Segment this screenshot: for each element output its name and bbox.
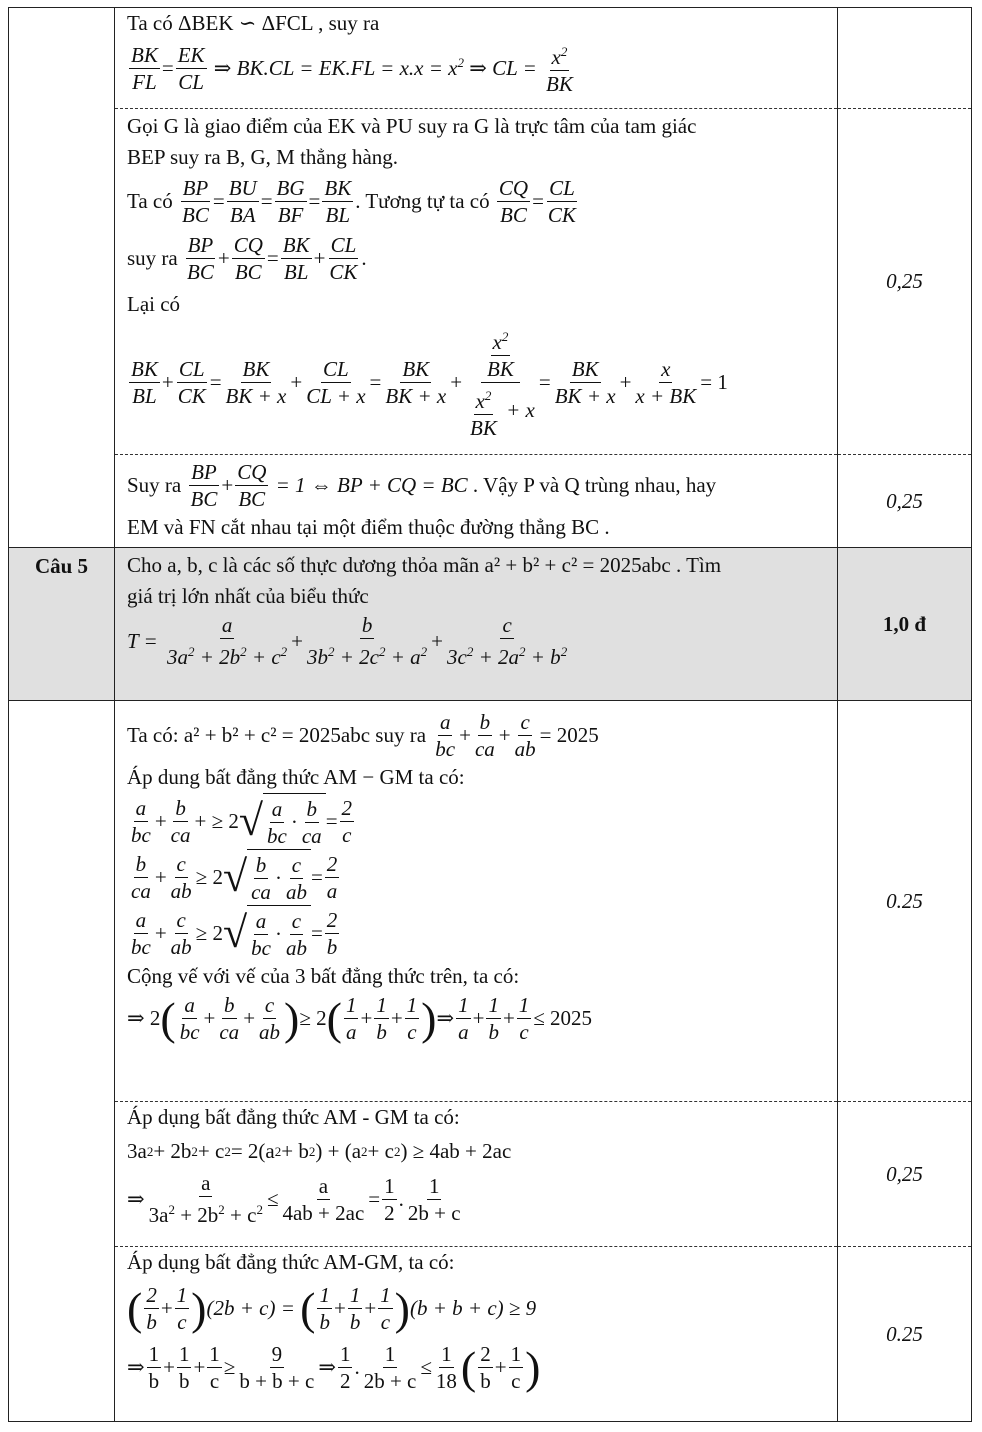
- step-text: Cho a, b, c là các số thực dương thỏa mãn a² + b² + c² = 2025abc . Tìm: [127, 553, 722, 577]
- table-row: [9, 701, 972, 1102]
- solution-step-conclusion: [115, 455, 838, 548]
- formula-equals-one: $\frac{BK}{BL}$ + $\frac{CL}{CK}$ = $\frac{BK}{BK + x}$ + $\frac{CL}{CL + x}$ = $\frac{BK}{BK + x}$ + $\frac{x^2}{BK}$ $\frac{x^2}{BK}$ + x = $\frac{BK}{BK + x}$ + $\frac{x}{x + BK}$ = 1: [127, 324, 825, 441]
- question-label: Câu 5: [9, 548, 115, 701]
- step-text: . Tương tự ta có: [355, 189, 490, 213]
- step-text: Gọi G là giao điểm của EK và PU suy ra G là trực tâm của tam giác: [127, 114, 697, 138]
- formula-cl: $\frac{BK}{FL}$ = $\frac{EK}{CL}$ ⇒ $BK.CL = EK.FL = x.x = x^2$ ⇒ CL = $\frac{x^2}{BK}$: [127, 39, 825, 97]
- score-value: 0,25: [886, 1161, 923, 1186]
- formula-ineq-3: $\frac{a}{bc}$ + $\frac{c}{ab}$ ≥ 2 √ $\frac{a}{bc}$ · $\frac{c}{ab}$ = $\frac{2}{b}$: [127, 905, 825, 961]
- table-row: [9, 109, 972, 455]
- formula-t: T = $\frac{a}{3a^2 + 2b^2 + c^2}$ + $\frac{b}{3b^2 + 2c^2 + a^2}$ + $\frac{c}{3c^2 + 2a^2 + b^2}$: [127, 613, 568, 669]
- step-text: EM và FN cắt nhau tại một điểm thuộc đường thẳng BC .: [127, 515, 610, 539]
- solution-table: [8, 7, 972, 1422]
- step-text: . Vậy P và Q trùng nhau, hay: [472, 473, 717, 497]
- formula-denominator: 3a 2 + 2b 2 + c 2 = 2(a 2 + b 2 ) + (a 2 + c 2 ) ≥ 4ab + 2ac: [127, 1139, 512, 1163]
- formula-ratios: Ta có $\frac{BP}{BC}$ = $\frac{BU}{BA}$ = $\frac{BG}{BF}$ = $\frac{BK}{BL}$ . Tương tự ta có $\frac{CQ}{BC}$ = $\frac{CL}{CK}$: [127, 176, 576, 227]
- solution-step-orthocenter: [115, 109, 838, 455]
- score-value: 0.25: [886, 1321, 923, 1346]
- solution-step-am-gm-1: [115, 701, 838, 1102]
- step-text: Ta có ΔBEK ∽ ΔFCL , suy ra: [127, 11, 380, 35]
- step-text: BEP suy ra B, G, M thẳng hàng.: [127, 145, 399, 169]
- step-text: Suy ra: [127, 473, 182, 497]
- step-text: Lại có: [127, 292, 181, 316]
- formula-bound: ⇒ $\frac{a}{3a^2 + 2b^2 + c^2}$ ≤ $\frac{a}{4ab + 2ac}$ = $\frac{1}{2}$ . $\frac{1}{2b + c}$: [127, 1171, 461, 1227]
- step-text: Cộng vế với vế của 3 bất đẳng thức trên, ta có:: [127, 964, 520, 988]
- formula-cauchy: ( $\frac{2}{b}$ + $\frac{1}{c}$ ) (2b + c) = ( $\frac{1}{b}$ + $\frac{1}{b}$ + $\frac{1}{c}$ ) (b + b + c) ≥ 9: [127, 1282, 537, 1334]
- step-text: Ta có: [127, 189, 173, 213]
- table-row: [9, 1247, 972, 1422]
- score-value: 0,25: [886, 488, 923, 513]
- question-row: [9, 548, 972, 701]
- formula-sum: suy ra $\frac{BP}{BC}$ + $\frac{CQ}{BC}$ = $\frac{BK}{BL}$ + $\frac{CL}{CK}$ .: [127, 233, 367, 284]
- table-row: [9, 1102, 972, 1247]
- solution-step-am-gm-2: [115, 1102, 838, 1247]
- step-text: Áp dụng bất đẳng thức AM-GM, ta có:: [127, 1250, 455, 1274]
- step-text: Áp dung bất đẳng thức AM − GM ta có:: [127, 765, 465, 789]
- formula-bp-cq: Suy ra $\frac{BP}{BC}$ + $\frac{CQ}{BC}$ = 1 ⇔ BP + CQ = BC . Vậy P và Q trùng nhau, hay: [127, 460, 717, 511]
- score-value: 0.25: [886, 888, 923, 913]
- question-statement: [115, 548, 838, 701]
- formula-sum-ineq: ⇒ 2 ( $\frac{a}{bc}$ + $\frac{b}{ca}$ + $\frac{c}{ab}$ ) ≥ 2 ( $\frac{1}{a}$ + $\frac{1}{b}$ + $\frac{1}{c}$ ) ⇒ $\frac{1}{a}$ + $\frac{1}{b}$ + $\frac{1}{c}$ ≤ 2025: [127, 992, 593, 1044]
- formula-ineq-2: $\frac{b}{ca}$ + $\frac{c}{ab}$ ≥ 2 √ $\frac{b}{ca}$ · $\frac{c}{ab}$ = $\frac{2}{a}$: [127, 849, 825, 905]
- step-text: suy ra: [127, 246, 178, 270]
- formula-2025: Ta có: a² + b² + c² = 2025abc suy ra $\frac{a}{bc}$ + $\frac{b}{ca}$ + $\frac{c}{ab}$ = 2025: [127, 710, 599, 761]
- formula-ineq-1: $\frac{a}{bc}$ + $\frac{b}{ca}$ + ≥ 2 √ $\frac{a}{bc}$ · $\frac{b}{ca}$ = $\frac{2}{c}$: [127, 793, 825, 849]
- formula-final-bound: ⇒ $\frac{1}{b}$ + $\frac{1}{b}$ + $\frac{1}{c}$ ≥ $\frac{9}{b + b + c}$ ⇒ $\frac{1}{2}$ . $\frac{1}{2b + c}$ ≤ $\frac{1}{18}$ ( $\frac{2}{b}$ + $\frac{1}{c}$ ): [127, 1341, 541, 1393]
- solution-step-am-gm-3: [115, 1247, 838, 1422]
- score-total: 1,0 đ: [882, 611, 927, 636]
- step-text: Ta có: a² + b² + c² = 2025abc suy ra: [127, 723, 427, 747]
- step-text: Áp dụng bất đẳng thức AM - GM ta có:: [127, 1105, 460, 1129]
- score-value: 0,25: [886, 269, 923, 293]
- table-row: [9, 8, 972, 109]
- table-row: [9, 455, 972, 548]
- solution-step-similar-triangles: [115, 8, 838, 109]
- step-text: giá trị lớn nhất của biểu thức: [127, 584, 369, 608]
